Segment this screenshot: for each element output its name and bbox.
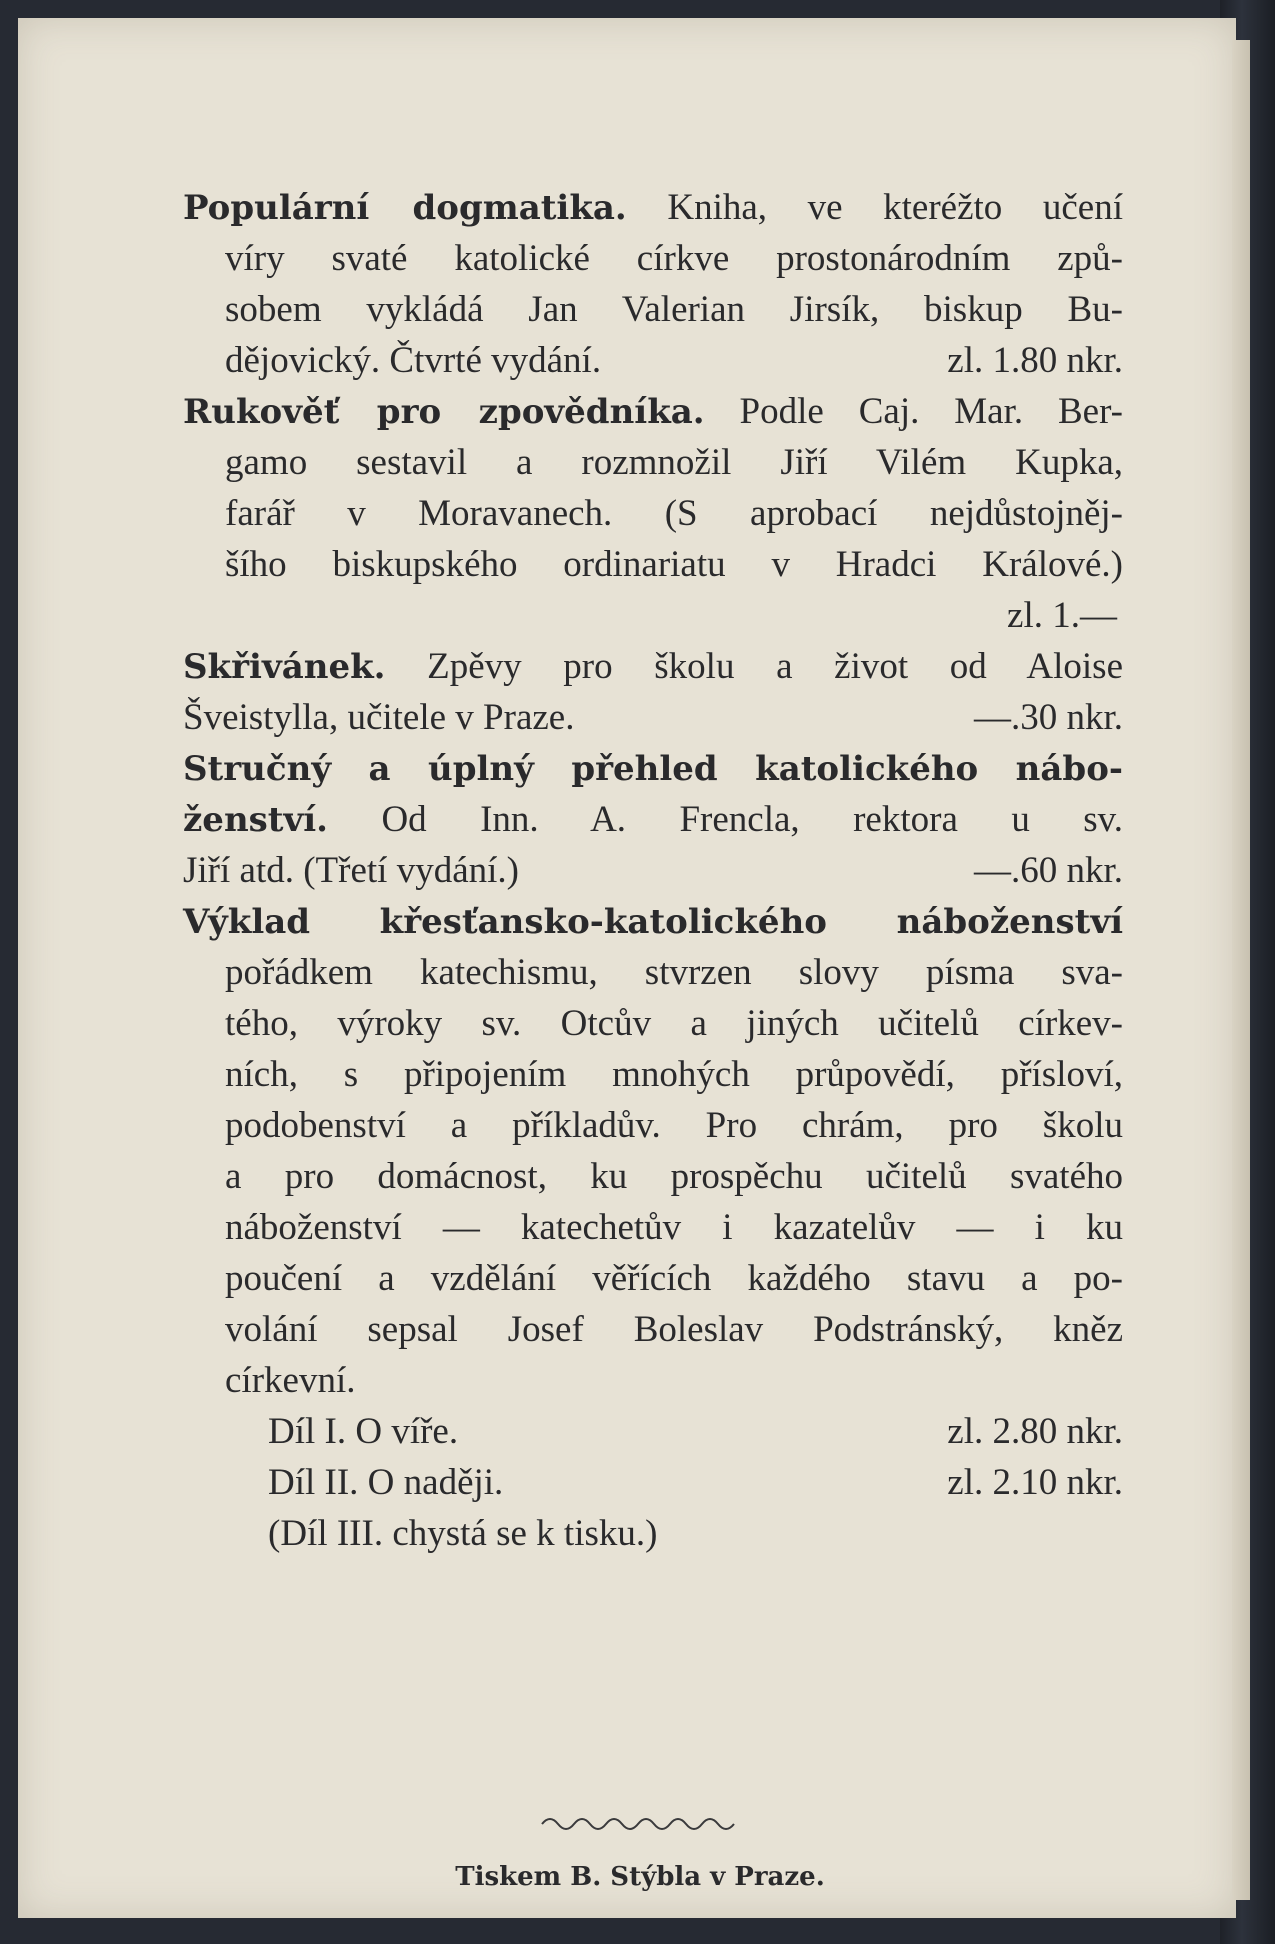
catalog-text [183,182,1123,1559]
entry-5-line-7: náboženství — katechetův i kazatelův — i ku [225,1207,1123,1248]
part-1-price: zl. 2.80 nkr. [947,1411,1123,1452]
entry-5-line-8: poučení a vzdělání věřících každého stavu a po- [225,1258,1123,1299]
entry-2-title: Rukověť pro zpovědníka. [183,392,705,432]
entry-2-line-3: farář v Moravanech. (S aprobací nejdůstojněj- [225,493,1123,534]
entry-1-line-3: sobem vykládá Jan Valerian Jirsík, biskup Bu- [225,289,1123,330]
entry-1-line-4: dějovický. Čtvrté vydání. zl. 1.80 nkr. [183,335,1123,386]
entry-5-line-10: církevní. [225,1360,356,1401]
entry-2-price: zl. 1.— [1007,595,1117,636]
entry-1-title: Populární dogmatika. [183,188,627,228]
entry-2-line-2: gamo sestavil a rozmnožil Jiří Vilém Kupka, [225,442,1123,483]
printer-imprint: Tiskem B. Stýbla v Praze. [455,1862,825,1892]
entry-4-line-3: Jiří atd. (Třetí vydání.) —.60 nkr. [183,845,1123,896]
entry-5-line-4: ních, s připojením mnohých průpovědí, přísloví, [225,1054,1123,1095]
entry-1-line-1: Populární dogmatika. Kniha, ve kteréžto učení [183,187,1124,228]
entry-5-line-1 [183,896,1123,947]
part-2-line [183,1457,1123,1508]
wavy-ornament-icon [540,1810,740,1834]
entry-1-price: zl. 1.80 nkr. [947,340,1123,381]
part-2-price: zl. 2.10 nkr. [947,1462,1123,1503]
entry-2-line-4: šího biskupského ordinariatu v Hradci Králové.) [225,544,1123,585]
part-1-label: Díl I. O víře. [268,1411,459,1452]
entry-3-line-2: Šveistylla, učitele v Praze. —.30 nkr. [183,692,1123,743]
entry-1-line-2: víry svaté katolické církve prostonárodním způ- [225,238,1123,279]
entry-4-title-continued: ženství. [183,800,329,840]
part-2-label: Díl II. O naději. [268,1462,504,1503]
entry-3-price: —.30 nkr. [973,697,1123,738]
entry-5-line-9: volání sepsal Josef Boleslav Podstránský, kněz [225,1309,1123,1350]
entry-3-title: Skřivánek. [183,647,386,687]
part-3-note: (Díl III. chystá se k tisku.) [268,1513,658,1554]
entry-5-line-3: tého, výroky sv. Otcův a jiných učitelů církev- [225,1003,1123,1044]
next-page-edge [1232,40,1250,1900]
entry-5-line-2: pořádkem katechismu, stvrzen slovy písma sva- [225,952,1123,993]
entry-2-line-1: Rukověť pro zpovědníka. Podle Caj. Mar. Ber- [183,391,1123,432]
entry-4-line-1 [183,743,1123,794]
entry-5-line-6: a pro domácnost, ku prospěchu učitelů svatého [225,1156,1123,1197]
entry-5-line-5: podobenství a příkladův. Pro chrám, pro školu [225,1105,1123,1146]
entry-4-line-2: ženství. Od Inn. A. Frencla, rektora u sv. [183,799,1123,840]
part-1-line [183,1406,1123,1457]
entry-5-title: Výklad křesťansko-katolického náboženství [183,902,1123,942]
entry-4-price: —.60 nkr. [973,850,1123,891]
entry-3-line-1: Skřivánek. Zpěvy pro školu a život od Aloise [183,646,1123,687]
entry-4-title: Stručný a úplný přehled katolického nábo- [183,749,1123,789]
